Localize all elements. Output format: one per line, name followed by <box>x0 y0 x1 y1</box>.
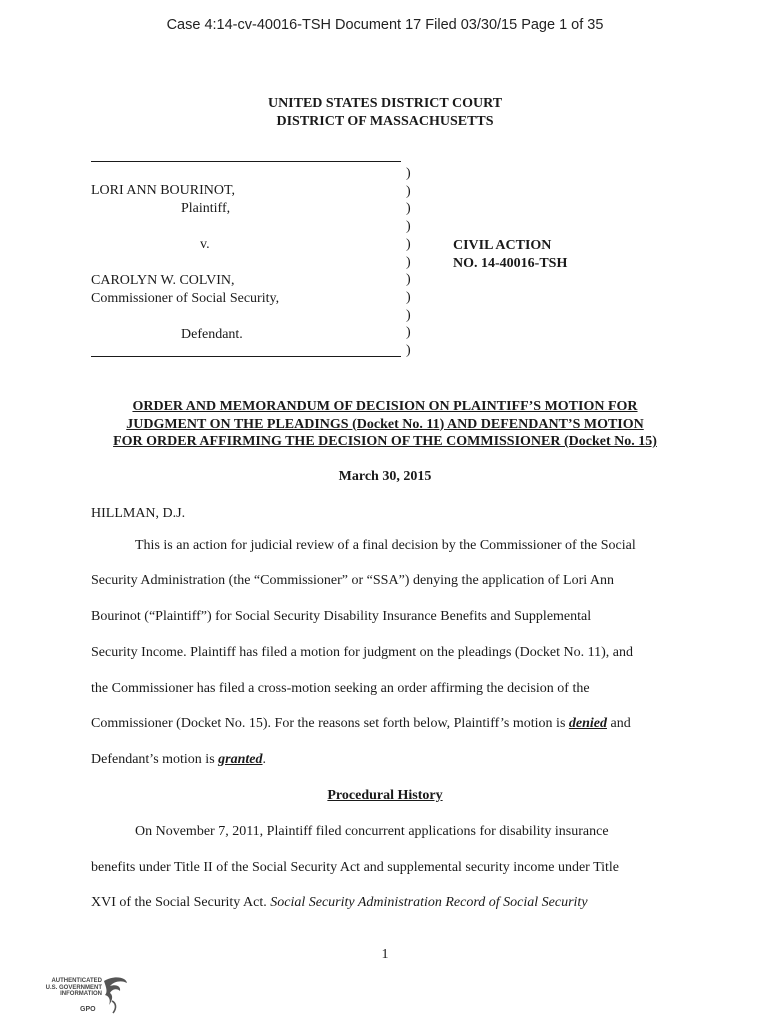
caption-top-rule <box>91 161 401 162</box>
body-text: . <box>262 752 266 767</box>
section-heading: Procedural History <box>327 788 443 803</box>
body-line: Security Income. Plaintiff has filed a motion for judgment on the pleadings (Docket No. 11), and <box>91 645 633 660</box>
judge-name: HILLMAN, D.J. <box>91 506 186 521</box>
civil-action-number: NO. 14-40016-TSH <box>453 256 568 271</box>
caption-bottom-rule <box>91 356 401 357</box>
paren: ) <box>406 201 411 217</box>
ruling-granted: granted <box>218 752 263 767</box>
body-line <box>91 716 631 732</box>
order-title-line: JUDGMENT ON THE PLEADINGS (Docket No. 11) AND DEFENDANT’S MOTION <box>126 416 644 432</box>
gpo-mark-text: GPO <box>80 1006 96 1013</box>
paren: ) <box>406 307 411 323</box>
body-line: Bourinot (“Plaintiff”) for Social Security Disability Insurance Benefits and Supplemental <box>91 609 592 624</box>
body-line: the Commissioner has filed a cross-motion seeking an order affirming the decision of the <box>91 681 590 696</box>
court-name: UNITED STATES DISTRICT COURT <box>267 96 503 111</box>
paren: ) <box>406 236 411 252</box>
case-header: Case 4:14-cv-40016-TSH Document 17 Filed 03/30/15 Page 1 of 35 <box>166 17 604 33</box>
court-district: DISTRICT OF MASSACHUSETTS <box>276 114 494 129</box>
order-title <box>72 398 698 451</box>
body-text: XVI of the Social Security Act. <box>91 895 271 910</box>
versus: v. <box>200 237 210 252</box>
plaintiff-role: Plaintiff, <box>181 201 231 216</box>
paren: ) <box>406 272 411 288</box>
body-line: This is an action for judicial review of a final decision by the Commissioner of the Social <box>135 538 636 553</box>
page-number: 1 <box>381 947 389 962</box>
defendant-name: CAROLYN W. COLVIN, <box>91 273 235 288</box>
gpo-eagle-icon <box>100 975 130 1017</box>
paren: ) <box>406 325 411 341</box>
plaintiff-name: LORI ANN BOURINOT, <box>91 183 236 198</box>
paren: ) <box>406 343 411 359</box>
body-text: and <box>607 716 631 731</box>
body-line: On November 7, 2011, Plaintiff filed concurrent applications for disability insurance <box>135 824 609 839</box>
civil-action-block <box>453 237 567 273</box>
paren: ) <box>406 254 411 270</box>
paren: ) <box>406 289 411 305</box>
order-title-line: FOR ORDER AFFIRMING THE DECISION OF THE COMMISSIONER (Docket No. 15) <box>113 434 657 449</box>
gpo-authentication-seal <box>40 975 130 1017</box>
paren: ) <box>406 166 411 181</box>
order-title-line: ORDER AND MEMORANDUM OF DECISION ON PLAINTIFF’S MOTION FOR <box>132 399 638 414</box>
caption-parentheses <box>406 165 411 360</box>
paren: ) <box>406 183 411 199</box>
body-text: Commissioner (Docket No. 15). For the reasons set forth below, Plaintiff’s motion is <box>91 716 569 731</box>
civil-action-label: CIVIL ACTION <box>453 238 552 253</box>
body-text: Defendant’s motion is <box>91 752 219 767</box>
defendant-role: Defendant. <box>181 327 243 342</box>
gpo-seal-text: AUTHENTICATED U.S. GOVERNMENT INFORMATION <box>45 978 102 997</box>
body-line <box>91 752 266 768</box>
body-line <box>91 895 588 911</box>
body-line: Security Administration (the “Commissioner” or “SSA”) denying the application of Lori Ann <box>91 573 614 588</box>
citation-text: Social Security Administration Record of Social Security <box>270 895 588 910</box>
body-line: benefits under Title II of the Social Security Act and supplemental security income under Title <box>91 860 620 875</box>
ruling-denied: denied <box>568 716 607 731</box>
defendant-title: Commissioner of Social Security, <box>91 291 280 306</box>
paren: ) <box>406 219 411 235</box>
decision-date: March 30, 2015 <box>338 469 432 484</box>
